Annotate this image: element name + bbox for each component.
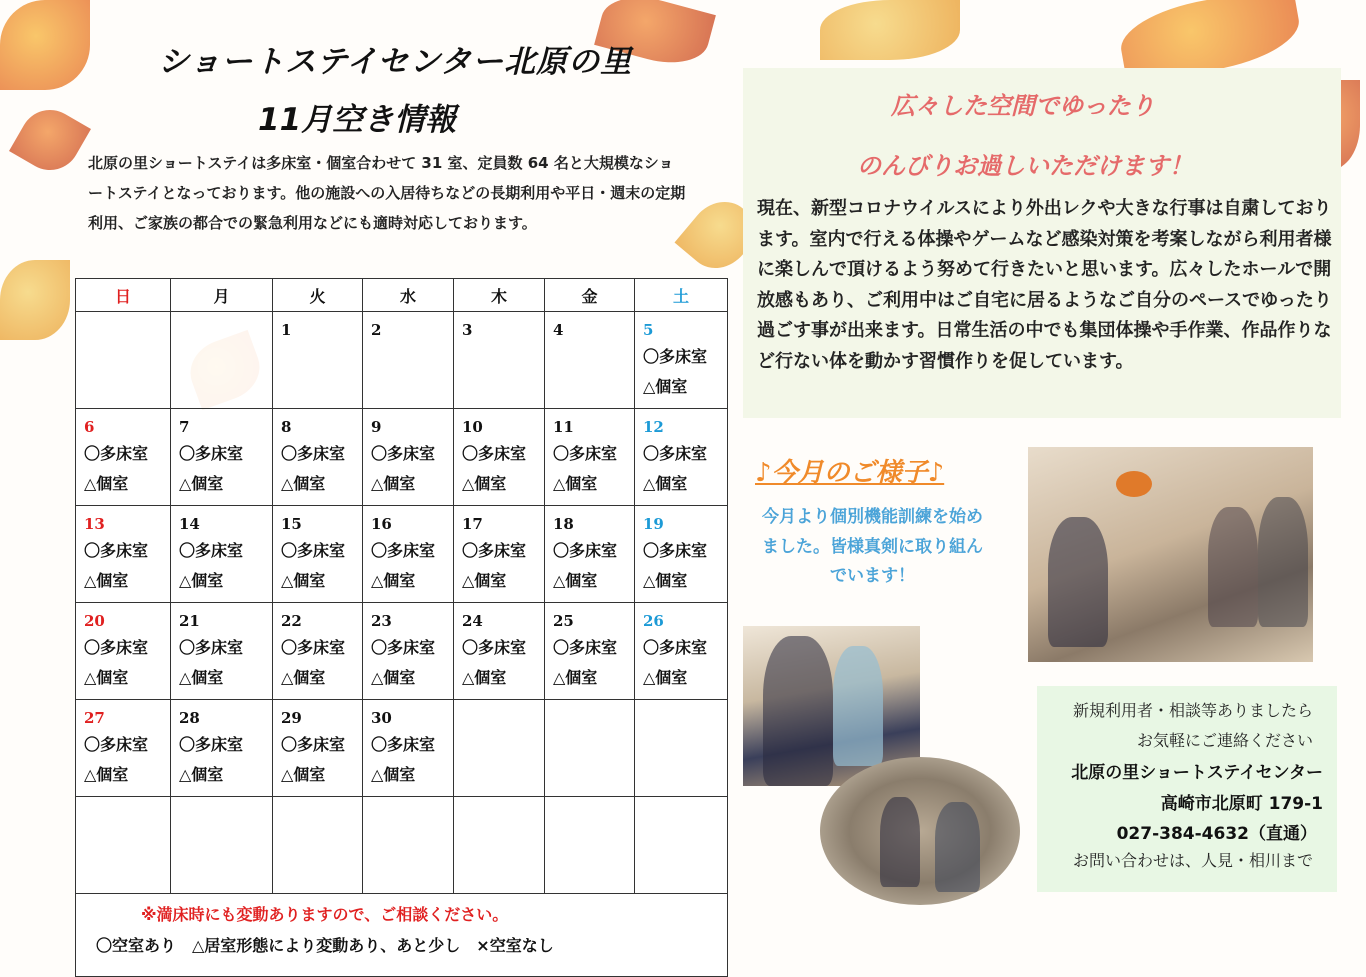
header-tuesday: 火 <box>273 279 363 312</box>
calendar-cell <box>171 700 273 797</box>
room-single: △個室 <box>84 765 129 784</box>
calendar-week-row <box>76 409 728 506</box>
leaf-decoration <box>0 260 70 340</box>
day-number: 21 <box>179 612 200 630</box>
day-number: 27 <box>84 709 105 727</box>
room-multi: 〇多床室 <box>371 444 436 463</box>
day-number: 29 <box>281 709 302 727</box>
calendar-cell <box>273 506 363 603</box>
calendar-cell <box>635 506 728 603</box>
calendar-cell <box>273 603 363 700</box>
room-single: △個室 <box>179 668 224 687</box>
calendar-week-row <box>76 312 728 409</box>
calendar-cell <box>454 797 545 894</box>
room-multi: 〇多床室 <box>84 638 149 657</box>
calendar-cell <box>454 700 545 797</box>
panel-heading-2: のんびりお過しいただけます！ <box>857 152 1193 180</box>
page-subtitle: 11月空き情報 <box>258 102 457 138</box>
header-monday: 月 <box>171 279 273 312</box>
room-multi: 〇多床室 <box>643 541 708 560</box>
room-single: △個室 <box>553 571 598 590</box>
room-single: △個室 <box>371 668 416 687</box>
header-thursday: 木 <box>454 279 545 312</box>
room-single: △個室 <box>179 474 224 493</box>
page-title: ショートステイセンター北原の里 <box>158 44 633 80</box>
calendar-cell <box>635 603 728 700</box>
room-single: △個室 <box>179 571 224 590</box>
calendar-cell <box>171 312 273 409</box>
month-title: ♪今月のご様子♪ <box>755 458 945 488</box>
room-multi: 〇多床室 <box>281 638 346 657</box>
room-single: △個室 <box>553 668 598 687</box>
leaf-decoration <box>9 99 91 181</box>
room-multi: 〇多床室 <box>553 541 618 560</box>
calendar-week-row <box>76 603 728 700</box>
calendar-cell <box>76 506 171 603</box>
leaf-decoration <box>0 0 90 90</box>
intro-text: 北原の里ショートステイは多床室・個室合わせて 31 室、定員数 64 名と大規模なショートステイとなっております。他の施設への入居待ちなどの長期利用や平日・週末の定期利用、ご家族の都合での緊急利用などにも適時対応しております。 <box>88 154 686 232</box>
contact-phone: 027-384-4632（直通） <box>1116 824 1317 844</box>
room-single: △個室 <box>643 668 688 687</box>
calendar-cell <box>171 603 273 700</box>
day-number: 14 <box>179 515 200 533</box>
day-number: 24 <box>462 612 483 630</box>
calendar-cell <box>76 700 171 797</box>
day-number: 11 <box>553 418 574 436</box>
room-single: △個室 <box>281 765 326 784</box>
day-number: 12 <box>643 418 664 436</box>
month-text: 今月より個別機能訓練を始めました。皆様真剣に取り組んでいます！ <box>762 507 983 586</box>
room-single: △個室 <box>371 571 416 590</box>
room-single: △個室 <box>643 474 688 493</box>
contact-line2: お気軽にご連絡ください <box>1136 731 1313 750</box>
room-single: △個室 <box>84 668 129 687</box>
room-multi: 〇多床室 <box>281 444 346 463</box>
room-single: △個室 <box>462 571 507 590</box>
room-single: △個室 <box>643 571 688 590</box>
day-number: 17 <box>462 515 483 533</box>
calendar-cell <box>545 603 635 700</box>
calendar-cell <box>454 312 545 409</box>
room-multi: 〇多床室 <box>643 347 708 366</box>
room-multi: 〇多床室 <box>371 541 436 560</box>
header-saturday: 土 <box>635 279 728 312</box>
room-multi: 〇多床室 <box>553 444 618 463</box>
calendar-cell <box>76 603 171 700</box>
room-multi: 〇多床室 <box>281 541 346 560</box>
calendar-empty-row <box>76 797 728 894</box>
photo-exercise-room <box>1028 447 1313 662</box>
room-multi: 〇多床室 <box>462 444 527 463</box>
room-multi: 〇多床室 <box>179 735 244 754</box>
leaf-decoration <box>820 0 960 60</box>
contact-name: 北原の里ショートステイセンター <box>1071 763 1323 783</box>
day-number: 9 <box>371 418 382 436</box>
calendar-cell <box>363 312 454 409</box>
contact-box <box>1037 686 1337 892</box>
room-single: △個室 <box>281 571 326 590</box>
day-number: 15 <box>281 515 302 533</box>
calendar-cell <box>635 312 728 409</box>
calendar-cell <box>635 797 728 894</box>
room-multi: 〇多床室 <box>84 735 149 754</box>
photo-wheelchair <box>820 757 1020 905</box>
room-single: △個室 <box>281 474 326 493</box>
calendar-cell <box>545 797 635 894</box>
day-number: 18 <box>553 515 574 533</box>
day-number: 25 <box>553 612 574 630</box>
day-number: 16 <box>371 515 392 533</box>
calendar-cell <box>171 409 273 506</box>
header-friday: 金 <box>545 279 635 312</box>
calendar-cell <box>363 797 454 894</box>
calendar-cell <box>76 312 171 409</box>
room-multi: 〇多床室 <box>643 444 708 463</box>
day-number: 26 <box>643 612 664 630</box>
calendar-week-row <box>76 700 728 797</box>
day-number: 8 <box>281 418 292 436</box>
calendar-note-row <box>76 894 728 977</box>
calendar-cell <box>171 506 273 603</box>
day-number: 7 <box>179 418 190 436</box>
calendar-cell <box>545 700 635 797</box>
room-multi: 〇多床室 <box>179 541 244 560</box>
contact-line1: 新規利用者・相談等ありましたら <box>1072 701 1313 720</box>
room-multi: 〇多床室 <box>553 638 618 657</box>
room-single: △個室 <box>371 765 416 784</box>
calendar-cell <box>363 409 454 506</box>
day-number: 22 <box>281 612 302 630</box>
header-sunday: 日 <box>76 279 171 312</box>
day-number: 5 <box>643 321 654 339</box>
contact-persons: お問い合わせは、人見・相川まで <box>1072 851 1313 870</box>
day-number: 3 <box>462 321 473 339</box>
day-number: 20 <box>84 612 105 630</box>
day-number: 10 <box>462 418 483 436</box>
day-number: 30 <box>371 709 392 727</box>
header-wednesday: 水 <box>363 279 454 312</box>
day-number: 2 <box>371 321 382 339</box>
day-number: 1 <box>281 321 292 339</box>
room-multi: 〇多床室 <box>371 638 436 657</box>
room-single: △個室 <box>281 668 326 687</box>
room-multi: 〇多床室 <box>84 541 149 560</box>
calendar-week-row <box>76 506 728 603</box>
calendar-cell <box>454 409 545 506</box>
contact-address: 高崎市北原町 179-1 <box>1160 794 1323 814</box>
vacancy-calendar <box>75 278 728 977</box>
room-multi: 〇多床室 <box>179 444 244 463</box>
info-panel <box>743 68 1341 418</box>
room-multi: 〇多床室 <box>179 638 244 657</box>
room-single: △個室 <box>371 474 416 493</box>
room-multi: 〇多床室 <box>371 735 436 754</box>
room-single: △個室 <box>462 668 507 687</box>
room-single: △個室 <box>84 474 129 493</box>
room-multi: 〇多床室 <box>643 638 708 657</box>
day-number: 4 <box>553 321 564 339</box>
room-single: △個室 <box>84 571 129 590</box>
calendar-cell <box>635 409 728 506</box>
room-single: △個室 <box>179 765 224 784</box>
calendar-cell <box>545 312 635 409</box>
calendar-cell <box>363 700 454 797</box>
day-number: 13 <box>84 515 105 533</box>
day-number: 28 <box>179 709 200 727</box>
note-warning: ※満床時にも変動ありますので、ご相談ください。 <box>141 905 509 924</box>
room-single: △個室 <box>462 474 507 493</box>
calendar-cell <box>76 409 171 506</box>
calendar-cell <box>273 797 363 894</box>
calendar-cell <box>76 797 171 894</box>
day-number: 23 <box>371 612 392 630</box>
day-number: 19 <box>643 515 664 533</box>
room-multi: 〇多床室 <box>462 638 527 657</box>
day-number: 6 <box>84 418 95 436</box>
calendar-cell <box>273 700 363 797</box>
panel-heading-1: 広々した空間でゆったり <box>891 92 1155 120</box>
room-single: △個室 <box>553 474 598 493</box>
calendar-cell <box>363 603 454 700</box>
room-multi: 〇多床室 <box>462 541 527 560</box>
calendar-cell <box>171 797 273 894</box>
panel-body: 現在、新型コロナウイルスにより外出レクや大きな行事は自粛しております。室内で行える体操やゲームなど感染対策を考案しながら利用者様に楽しんで頂けるよう努めて行きたいと思います。広々したホールで開放感もあり、ご利用中はご自宅に居るようなご自分のペースでゆったり過ごす事が出来ます。日常生活の中でも集団体操や手作業、作品作りなど行ない体を動かす習慣作りを促しています。 <box>757 198 1332 372</box>
calendar-cell <box>454 506 545 603</box>
calendar-note <box>76 894 728 977</box>
calendar-cell <box>545 409 635 506</box>
room-multi: 〇多床室 <box>281 735 346 754</box>
calendar-cell <box>273 312 363 409</box>
calendar-cell <box>454 603 545 700</box>
calendar-cell <box>363 506 454 603</box>
calendar-header-row <box>76 279 728 312</box>
calendar-cell <box>635 700 728 797</box>
note-legend: 〇空室あり △居室形態により変動あり、あと少し ×空室なし <box>96 936 554 955</box>
calendar-cell <box>545 506 635 603</box>
room-single: △個室 <box>643 377 688 396</box>
calendar-cell <box>273 409 363 506</box>
room-multi: 〇多床室 <box>84 444 149 463</box>
